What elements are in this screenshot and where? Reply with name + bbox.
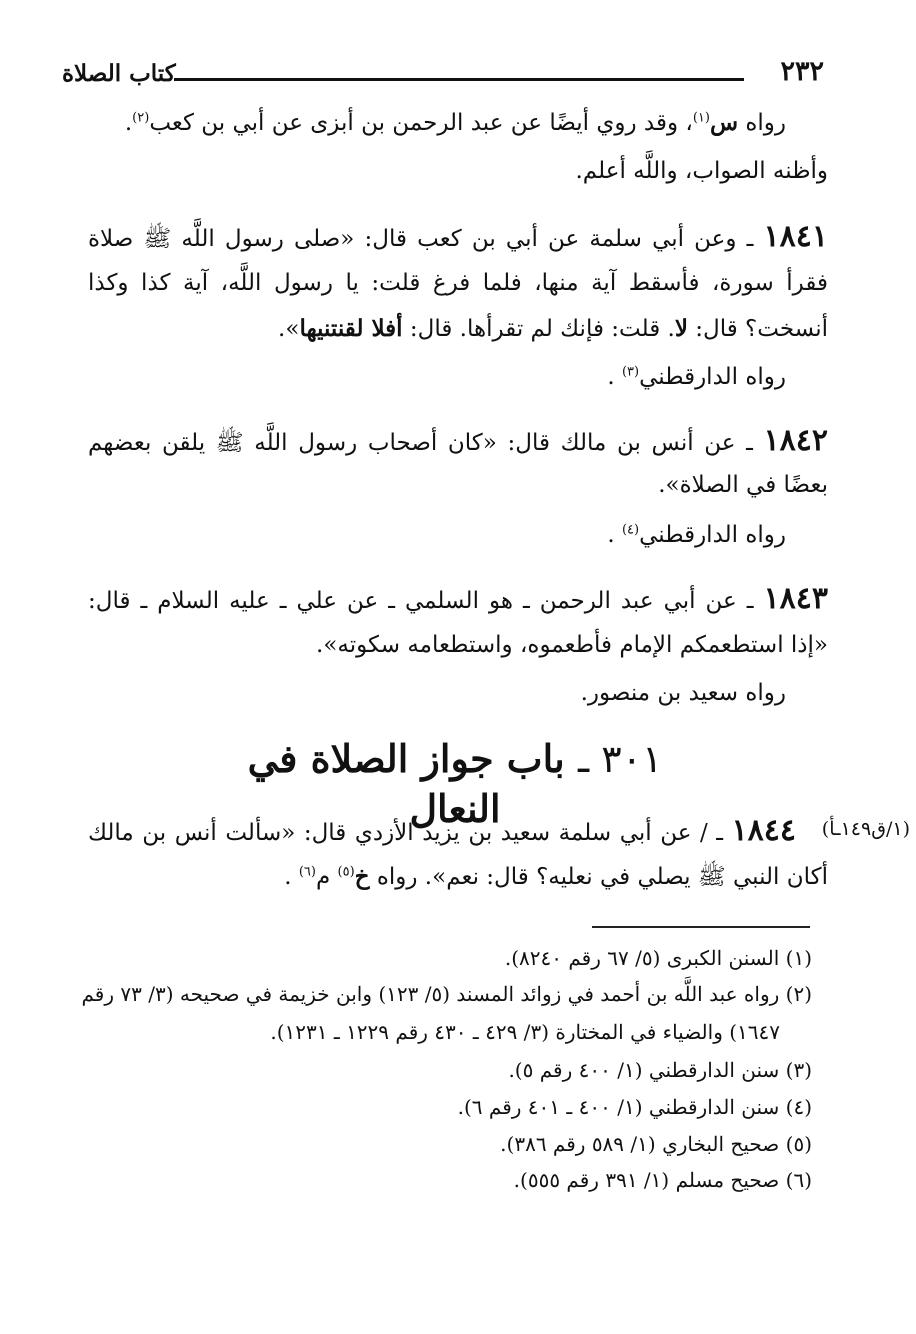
hadith-1842-line2: بعضًا في الصلاة».	[658, 472, 828, 498]
hadith-number-1842: ١٨٤٢	[763, 423, 828, 458]
footnote-6: (٦) صحيح مسلم (١/ ٣٩١ رقم ٥٥٥).	[513, 1168, 812, 1192]
chapter-title: باب جواز الصلاة في النعال	[247, 736, 578, 831]
footnote-ref-4: (٤)	[621, 522, 640, 538]
symbol-kha: خ	[354, 863, 370, 890]
bold-phrase: أفلا لقنتنيها	[299, 315, 403, 342]
footnote-ref-1: (١)	[692, 110, 710, 126]
hadith-1843-source: رواه سعيد بن منصور.	[580, 680, 786, 706]
hadith-1842-line1: ١٨٤٢ ـ عن أنس بن مالك قال: «كان أصحاب رسول اللَّه ﷺ يلقن بعضهم	[88, 423, 828, 458]
para0-line2: وأظنه الصواب، واللَّه أعلم.	[575, 158, 828, 184]
hadith-1841-source: رواه الدارقطني$^{(٣)}$ .	[607, 364, 786, 390]
hadith-number-1841: ١٨٤١	[763, 219, 828, 254]
manuscript-margin-note: (١/ق١٤٩ـأ)	[821, 818, 910, 840]
footnote-5: (٥) صحيح البخاري (١/ ٥٨٩ رقم ٣٨٦).	[500, 1132, 812, 1156]
footnote-3: (٣) سنن الدارقطني (١/ ٤٠٠ رقم ٥).	[508, 1058, 812, 1082]
footnote-ref-3: (٣)	[621, 364, 640, 380]
hadith-1841-line1: ١٨٤١ ـ وعن أبي سلمة عن أبي بن كعب قال: «صلى رسول اللَّه ﷺ صلاة	[88, 219, 828, 254]
footnote-ref-5: (٥)	[337, 864, 355, 880]
footnote-2-cont: ١٦٤٧) والضياء في المختارة (٣/ ٤٢٩ ـ ٤٣٠ رقم ١٢٢٩ ـ ١٢٣١).	[270, 1020, 780, 1044]
hadith-1842-source: رواه الدارقطني$^{(٤)}$ .	[607, 522, 786, 548]
symbol-sin: س	[709, 109, 739, 136]
footnote-2: (٢) رواه عبد اللَّه بن أحمد في زوائد المسند (٥/ ١٢٣) وابن خزيمة في صحيحه (٣/ ٧٣ رقم	[81, 982, 812, 1006]
footnote-ref-6: (٦)	[298, 864, 316, 880]
chapter-number: ٣٠١ ـ	[577, 737, 663, 781]
hadith-1843-line2: «إذا استطعمكم الإمام فأطعموه، واستطعامه سكوته».	[316, 632, 828, 658]
para0-line1: رواه س$^{(١)}$، وقد روي أيضًا عن عبد الرحمن بن أبزى عن أبي بن كعب$^{(٢)}$.	[124, 109, 786, 136]
footnote-separator	[592, 926, 810, 928]
footnote-1: (١) السنن الكبرى (٥/ ٦٧ رقم ٨٢٤٠).	[504, 946, 812, 970]
hadith-number-1843: ١٨٤٣	[763, 581, 828, 616]
header-rule	[174, 78, 744, 81]
book-title: كتاب الصلاة	[62, 60, 176, 87]
page-header	[62, 56, 824, 96]
footnote-ref-2: (٢)	[132, 110, 150, 126]
hadith-1841-line2: فقرأ سورة، فأسقط آية منها، فلما فرغ قلت: يا رسول اللَّه، آية كذا وكذا	[88, 270, 828, 296]
hadith-number-1844: ١٨٤٤	[731, 813, 796, 848]
hadith-1843-line1: ١٨٤٣ ـ عن أبي عبد الرحمن ـ هو السلمي ـ عن علي ـ عليه السلام ـ قال:	[88, 581, 828, 616]
hadith-1841-line3: أنسخت؟ قال: لا. قلت: فإنك لم تقرأها. قال: أفلا لقنتنيها».	[278, 315, 828, 342]
page-number: ٢٣٢	[780, 56, 824, 87]
hadith-1844-line1: ١٨٤٤ ـ / عن أبي سلمة سعيد بن يزيد الأزدي قال: «سألت أنس بن مالك	[88, 813, 796, 848]
hadith-1844-line2: أكان النبي ﷺ يصلي في نعليه؟ قال: نعم». رواه خ$^{(٥)}$ م$^{(٦)}$ .	[284, 863, 828, 890]
footnote-4: (٤) سنن الدارقطني (١/ ٤٠٠ ـ ٤٠١ رقم ٦).	[457, 1095, 812, 1119]
